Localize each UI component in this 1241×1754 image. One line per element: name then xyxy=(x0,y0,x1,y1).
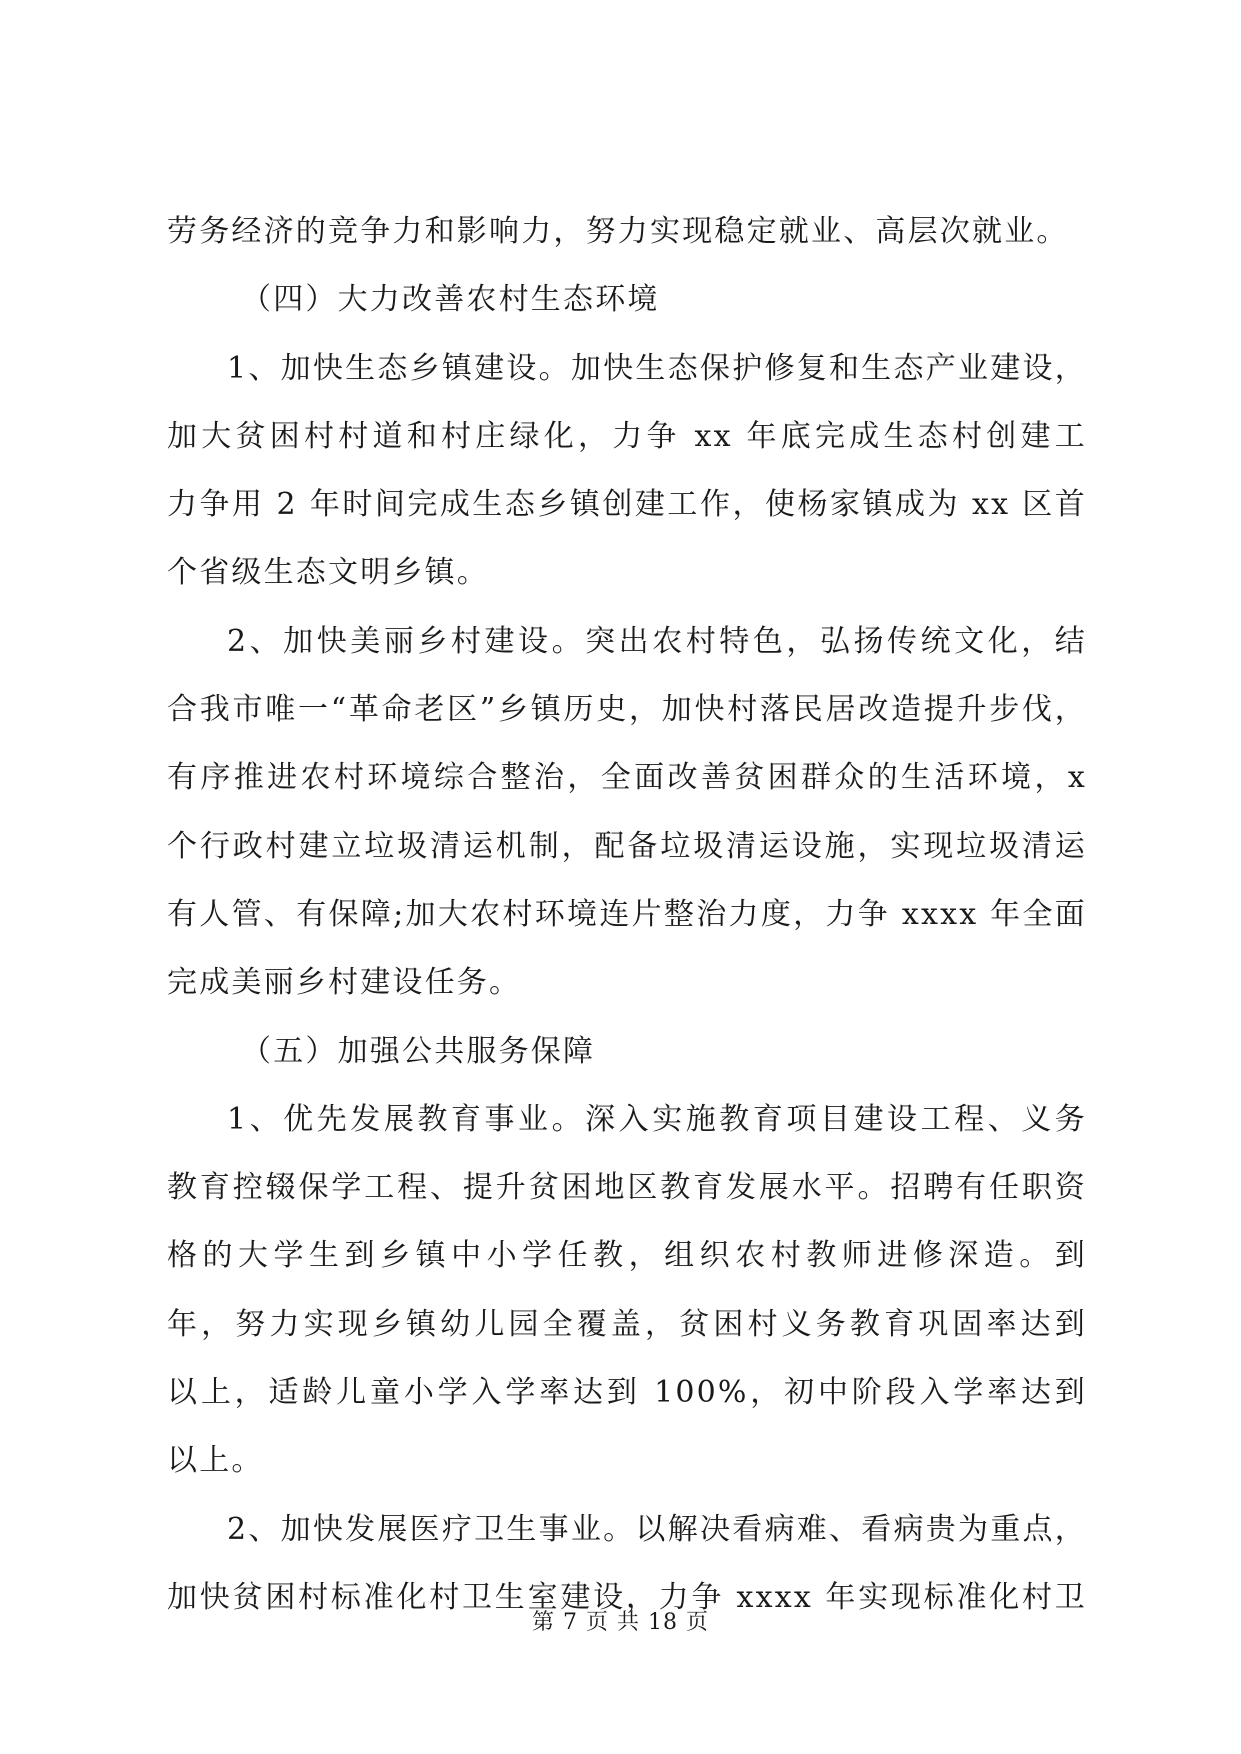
text-line-18: 以上，适龄儿童小学入学率达到 100%，初中阶段入学率达到 xyxy=(167,1375,1087,1411)
text-line-6: 个省级生态文明乡镇。 xyxy=(167,555,489,591)
text-line-10: 个行政村建立垃圾清运机制，配备垃圾清运设施，实现垃圾清运 xyxy=(167,828,1087,864)
text-line-20: 2、加快发展医疗卫生事业。以解决看病难、看病贵为重点， xyxy=(227,1511,1087,1547)
text-line-8: 合我市唯一“革命老区”乡镇历史，加快村落民居改造提升步伐， xyxy=(167,692,1087,728)
text-line-12: 完成美丽乡村建设任务。 xyxy=(167,965,522,1001)
text-line-15: 教育控辍保学工程、提升贫困地区教育发展水平。招聘有任职资 xyxy=(167,1170,1087,1206)
document-body xyxy=(167,198,1087,1632)
text-line-4: 加大贫困村村道和村庄绿化，力争 xx 年底完成生态村创建工 xyxy=(167,418,1087,454)
text-line-16: 格的大学生到乡镇中小学任教，组织农村教师进修深造。到 xyxy=(167,1238,1087,1274)
page-number-footer: 第 7 页 共 18 页 xyxy=(532,1610,709,1635)
text-line-5: 力争用 2 年时间完成生态乡镇创建工作，使杨家镇成为 xx 区首 xyxy=(167,487,1087,523)
section-heading-4: （四）大力改善农村生态环境 xyxy=(241,282,660,318)
text-line-17: 年，努力实现乡镇幼儿园全覆盖，贫困村义务教育巩固率达到 xyxy=(167,1306,1087,1342)
text-line-21: 加快贫困村标准化村卫生室建设，力争 xxxx 年实现标准化村卫 xyxy=(167,1579,1087,1615)
text-line-11: 有人管、有保障;加大农村环境连片整治力度，力争 xxxx 年全面 xyxy=(167,896,1087,932)
text-line-3: 1、加快生态乡镇建设。加快生态保护修复和生态产业建设， xyxy=(227,350,1087,386)
text-line-7: 2、加快美丽乡村建设。突出农村特色，弘扬传统文化，结 xyxy=(227,623,1087,659)
text-line-1: 劳务经济的竞争力和影响力，努力实现稳定就业、高层次就业。 xyxy=(167,214,1069,249)
text-line-14: 1、优先发展教育事业。深入实施教育项目建设工程、义务 xyxy=(227,1101,1087,1137)
section-heading-5: （五）加强公共服务保障 xyxy=(241,1033,596,1069)
text-line-19: 以上。 xyxy=(167,1443,264,1479)
text-line-9: 有序推进农村环境综合整治，全面改善贫困群众的生活环境，x xyxy=(167,760,1087,796)
